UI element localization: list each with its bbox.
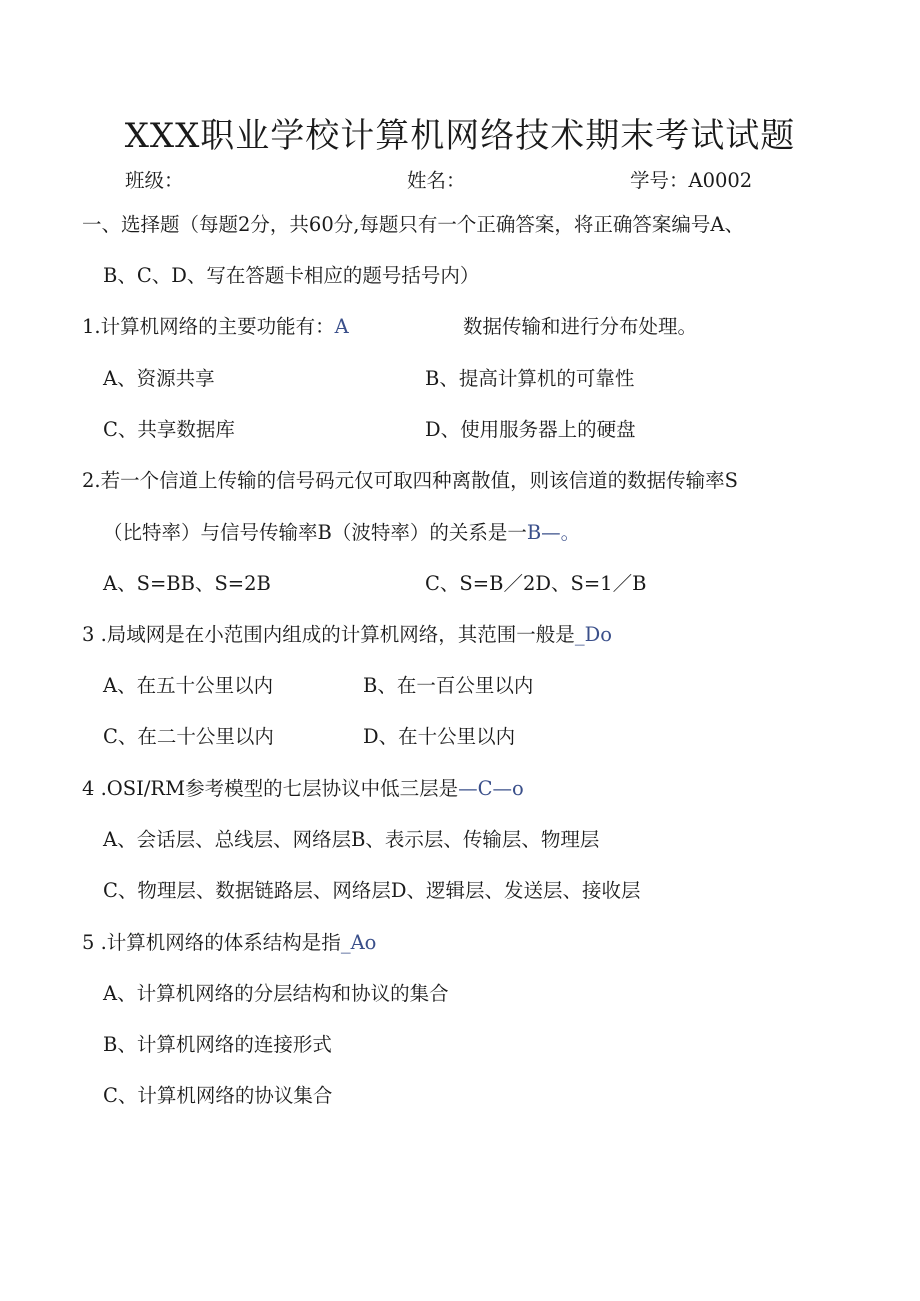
question-3-option-d: D、在十公里以内 bbox=[363, 725, 516, 748]
question-3-option-b: B、在一百公里以内 bbox=[363, 674, 534, 697]
question-2-stem-text: （比特率）与信号传输率B（波特率）的关系是一 bbox=[103, 521, 527, 544]
question-2-options-ab: A、S=BB、S=2B bbox=[103, 572, 271, 595]
question-3-stem bbox=[82, 622, 612, 648]
question-2-stem-line2 bbox=[103, 520, 580, 546]
question-1-stem bbox=[82, 314, 349, 340]
question-4-options-ab: A、会话层、总线层、网络层B、表示层、传输层、物理层 bbox=[103, 828, 600, 851]
question-2-answer: B—。 bbox=[526, 521, 581, 544]
class-label: 班级： bbox=[125, 169, 184, 192]
question-5-stem-text: 5 .计算机网络的体系结构是指 bbox=[82, 931, 341, 954]
question-5-option-a: A、计算机网络的分层结构和协议的集合 bbox=[103, 982, 449, 1005]
question-1-option-a: A、资源共享 bbox=[103, 367, 215, 390]
section-instructions-line2: B、C、D、写在答题卡相应的题号括号内） bbox=[103, 264, 480, 287]
question-4-stem bbox=[82, 776, 524, 802]
name-label: 姓名： bbox=[407, 169, 466, 192]
question-1-option-b: B、提高计算机的可靠性 bbox=[425, 367, 635, 390]
question-3-option-c: C、在二十公里以内 bbox=[103, 725, 274, 748]
question-1-stem-part1: 1.计算机网络的主要功能有： bbox=[82, 315, 335, 338]
question-5-answer: _Ao bbox=[340, 931, 377, 954]
question-5-stem bbox=[82, 930, 376, 956]
student-id-label: 学号：A0002 bbox=[630, 169, 753, 192]
question-3-stem-text: 3 .局域网是在小范围内组成的计算机网络，其范围一般是 bbox=[82, 623, 575, 646]
question-3-option-a: A、在五十公里以内 bbox=[103, 674, 274, 697]
question-1-option-d: D、使用服务器上的硬盘 bbox=[425, 418, 636, 441]
section-instructions-line1: 一、选择题（每题2分，共60分,每题只有一个正确答案，将正确答案编号A、 bbox=[82, 213, 745, 236]
question-5-option-b: B、计算机网络的连接形式 bbox=[103, 1033, 332, 1056]
question-2-stem-line1: 2.若一个信道上传输的信号码元仅可取四种离散值，则该信道的数据传输率S bbox=[82, 469, 738, 492]
question-5-option-c: C、计算机网络的协议集合 bbox=[103, 1084, 333, 1107]
question-3-answer: _Do bbox=[574, 623, 612, 646]
question-1-stem-part2: 数据传输和进行分布处理。 bbox=[463, 315, 698, 338]
page-title: XXX职业学校计算机网络技术期末考试试题 bbox=[124, 116, 796, 156]
question-1-option-c: C、共享数据库 bbox=[103, 418, 235, 441]
question-4-answer: —C—o bbox=[458, 777, 524, 800]
question-4-options-cd: C、物理层、数据链路层、网络层D、逻辑层、发送层、接收层 bbox=[103, 879, 641, 902]
question-4-stem-text: 4 .OSI/RM参考模型的七层协议中低三层是 bbox=[82, 777, 459, 800]
question-2-options-cd: C、S=B／2D、S=1／B bbox=[425, 572, 647, 595]
question-1-answer: A bbox=[334, 315, 349, 338]
